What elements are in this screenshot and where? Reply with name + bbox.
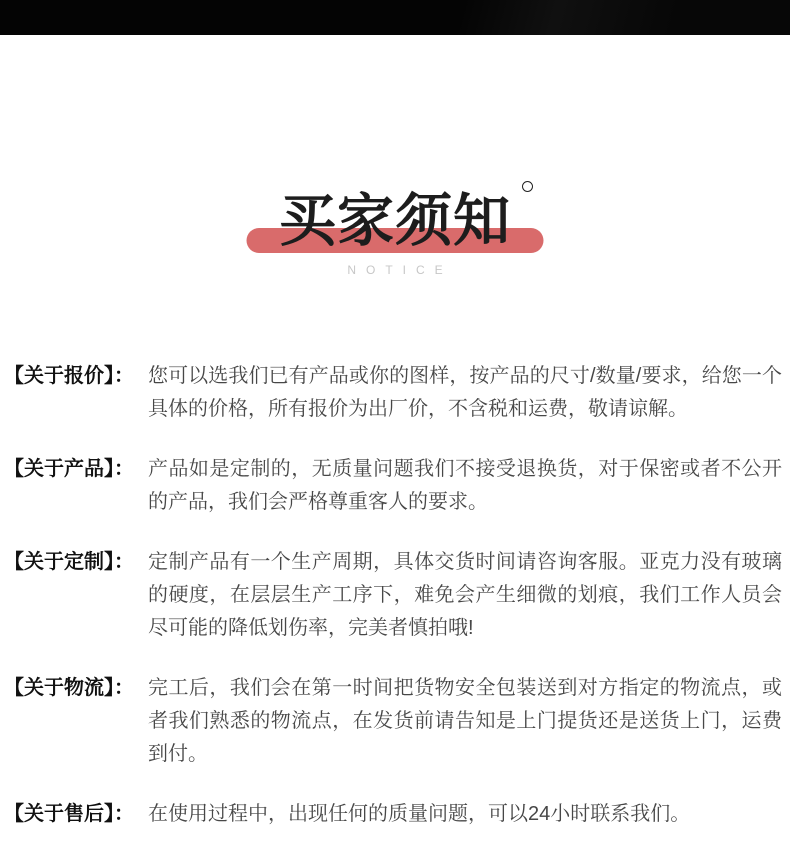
section-label: 【关于产品】： <box>4 458 134 480</box>
section-content: 在使用过程中，出现任何的质量问题，可以24小时联系我们。 <box>148 803 691 825</box>
notice-section <box>4 798 786 831</box>
decorative-circle-icon <box>522 181 533 192</box>
notice-section <box>4 453 786 519</box>
notice-section <box>4 360 786 426</box>
section-content: 产品如是定制的，无质量问题我们不接受退换货，对于保密或者不公开的产品，我们会严格尊重客人的要求。 <box>148 458 782 513</box>
section-label: 【关于售后】： <box>4 803 134 825</box>
section-label: 【关于物流】： <box>4 677 134 699</box>
notice-section <box>4 672 786 771</box>
section-content: 定制产品有一个生产周期，具体交货时间请咨询客服。亚克力没有玻璃的硬度，在层层生产工序下，难免会产生细微的划痕，我们工作人员会尽可能的降低划伤率，完美者慎拍哦! <box>148 551 782 639</box>
notice-sections <box>4 360 786 831</box>
page-subtitle: NOTICE <box>347 263 453 277</box>
title-block <box>0 189 790 277</box>
page-title: 买家须知 <box>279 189 511 253</box>
section-content: 您可以选我们已有产品或你的图样，按产品的尺寸/数量/要求，给您一个具体的价格，所有报价为出厂价，不含税和运费，敬请谅解。 <box>148 365 782 420</box>
title-wrap <box>279 189 511 253</box>
section-label: 【关于报价】： <box>4 365 134 387</box>
section-label: 【关于定制】： <box>4 551 134 573</box>
section-content: 完工后，我们会在第一时间把货物安全包装送到对方指定的物流点，或者我们熟悉的物流点，在发货前请告知是上门提货还是送货上门，运费到付。 <box>148 677 782 765</box>
notice-section <box>4 546 786 645</box>
top-black-bar <box>0 0 790 35</box>
